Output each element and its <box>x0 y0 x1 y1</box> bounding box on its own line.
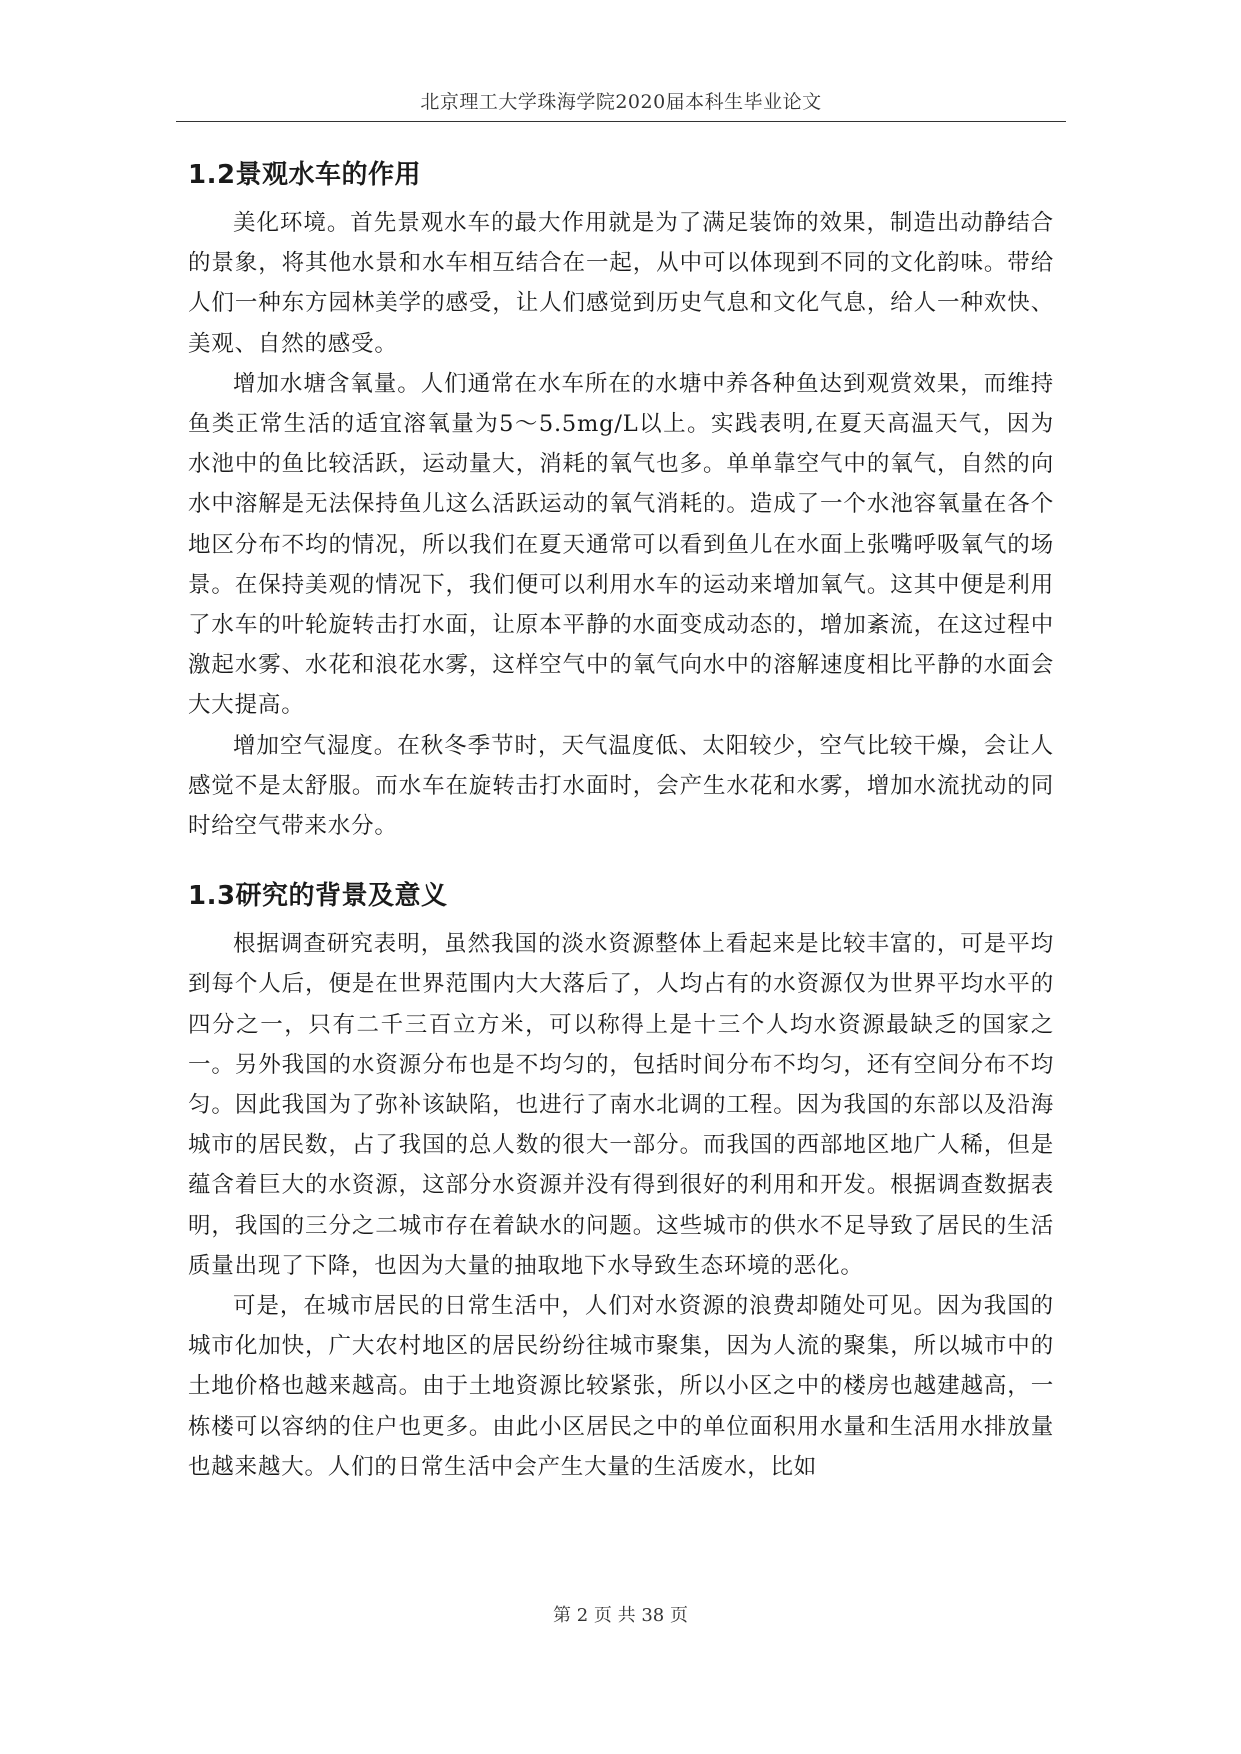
document-body <box>188 155 1054 1487</box>
header-divider <box>176 121 1066 122</box>
paragraph: 可是，在城市居民的日常生活中，人们对水资源的浪费却随处可见。因为我国的城市化加快，广大农村地区的居民纷纷往城市聚集，因为人流的聚集，所以城市中的土地价格也越来越高。由于土地资源比较紧张，所以小区之中的楼房也越建越高，一栋楼可以容纳的住户也更多。由此小区居民之中的单位面积用水量和生活用水排放量也越来越大。人们的日常生活中会产生大量的生活废水，比如 <box>188 1293 1054 1480</box>
section-1-2 <box>188 155 1054 846</box>
paragraph: 美化环境。首先景观水车的最大作用就是为了满足装饰的效果，制造出动静结合的景象，将其他水景和水车相互结合在一起，从中可以体现到不同的文化韵味。带给人们一种东方园林美学的感受，让人们感觉到历史气息和文化气息，给人一种欢快、美观、自然的感受。 <box>188 210 1054 357</box>
section-title: 1.2景观水车的作用 <box>188 160 422 190</box>
paragraph: 根据调查研究表明，虽然我国的淡水资源整体上看起来是比较丰富的，可是平均到每个人后，便是在世界范围内大大落后了，人均占有的水资源仅为世界平均水平的四分之一，只有二千三百立方米，可以称得上是十三个人均水资源最缺乏的国家之一。另外我国的水资源分布也是不均匀的，包括时间分布不均匀，还有空间分布不均匀。因此我国为了弥补该缺陷，也进行了南水北调的工程。因为我国的东部以及沿海城市的居民数，占了我国的总人数的很大一部分。而我国的西部地区地广人稀，但是蕴含着巨大的水资源，这部分水资源并没有得到很好的利用和开发。根据调查数据表明，我国的三分之二城市存在着缺水的问题。这些城市的供水不足导致了居民的生活质量出现了下降，也因为大量的抽取地下水导致生态环境的恶化。 <box>188 931 1054 1279</box>
paragraph: 增加空气湿度。在秋冬季节时，天气温度低、太阳较少，空气比较干燥，会让人感觉不是太舒服。而水车在旋转击打水面时，会产生水花和水雾，增加水流扰动的同时给空气带来水分。 <box>188 732 1054 840</box>
page-number: 第 2 页 共 38 页 <box>553 1605 688 1626</box>
page-header: 北京理工大学珠海学院2020届本科生毕业论文 <box>420 91 822 113</box>
section-1-3 <box>188 876 1054 1487</box>
section-title: 1.3研究的背景及意义 <box>188 881 448 912</box>
paragraph: 增加水塘含氧量。人们通常在水车所在的水塘中养各种鱼达到观赏效果，而维持鱼类正常生活的适宜溶氧量为5～5.5mg/L以上。实践表明,在夏天高温天气，因为水池中的鱼比较活跃，运动量大，消耗的氧气也多。单单靠空气中的氧气，自然的向水中溶解是无法保持鱼儿这么活跃运动的氧气消耗的。造成了一个水池容氧量在各个地区分布不均的情况，所以我们在夏天通常可以看到鱼儿在水面上张嘴呼吸氧气的场景。在保持美观的情况下，我们便可以利用水车的运动来增加氧气。这其中便是利用了水车的叶轮旋转击打水面，让原本平静的水面变成动态的，增加紊流，在这过程中激起水雾、水花和浪花水雾，这样空气中的氧气向水中的溶解速度相比平静的水面会大大提高。 <box>188 370 1054 719</box>
